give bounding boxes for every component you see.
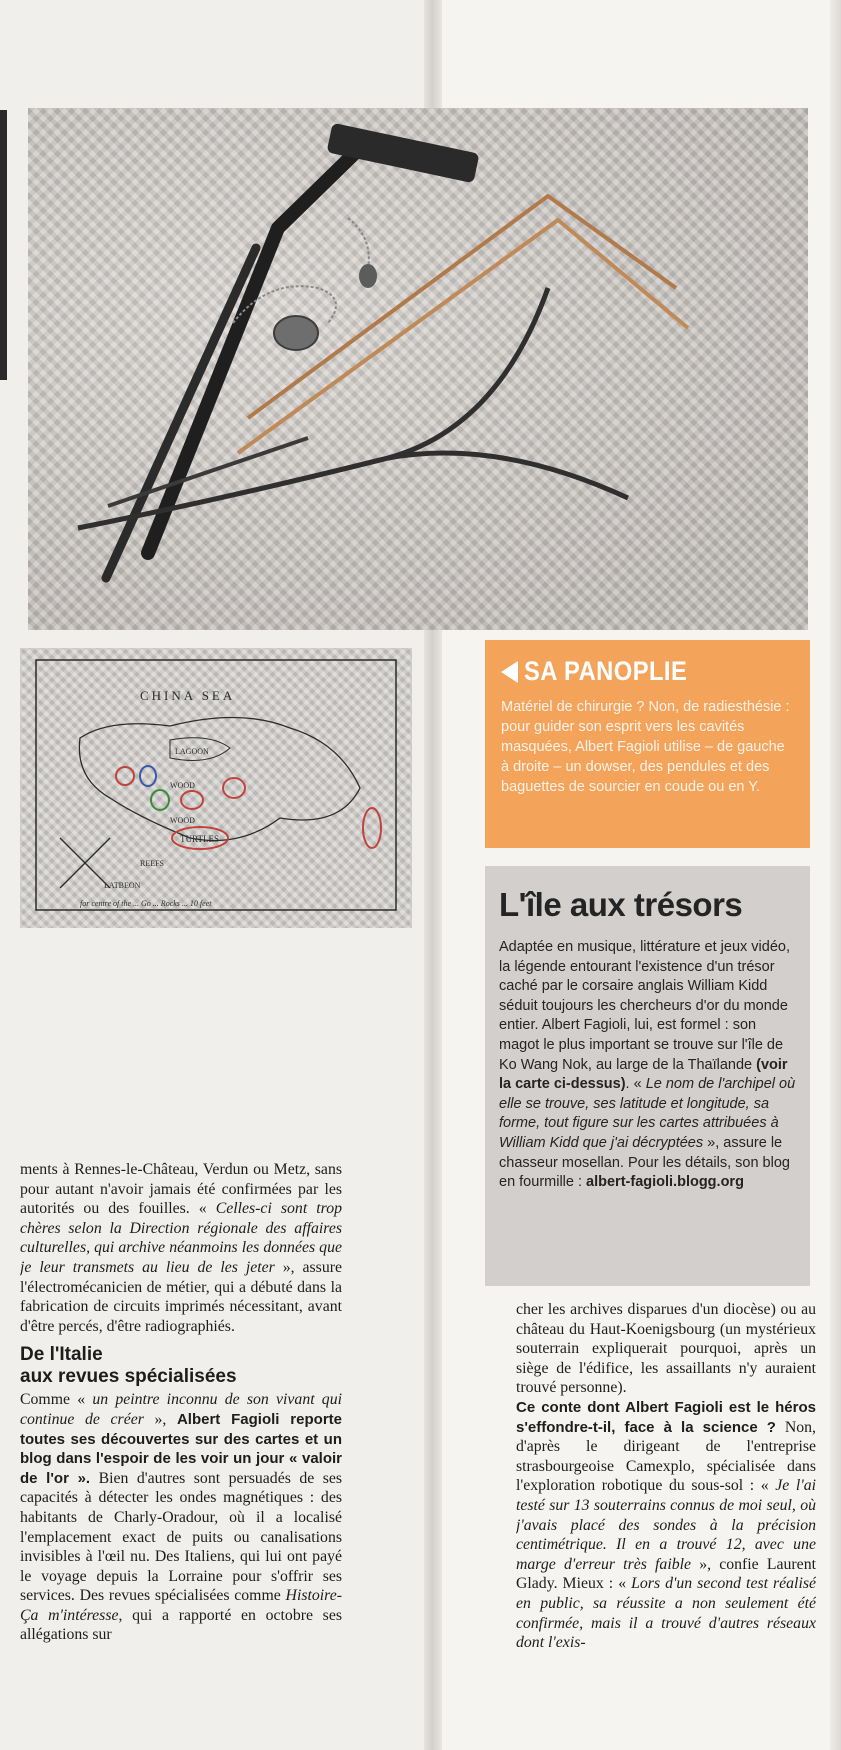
tresors-quote: Le nom de l'archipel où elle se trouve, ses latitude et longitude, sa forme, tout figure sur les cartes attribuées à William Kidd que j'ai décryptées xyxy=(499,1076,796,1151)
treasure-map-drawing xyxy=(20,648,412,928)
pendulum-large xyxy=(274,316,318,350)
tresors-blog-link[interactable]: albert-fagioli.blogg.org xyxy=(586,1174,744,1191)
map-label-lagoon: LAGOON xyxy=(175,747,209,756)
map-circle-red-3 xyxy=(223,778,245,798)
left-arrow-icon xyxy=(501,661,518,683)
y-rod-stem xyxy=(108,438,308,506)
tresors-sidebar-box xyxy=(485,866,810,1286)
map-circle-green xyxy=(151,790,169,810)
dowsing-tools-photo xyxy=(28,108,808,630)
treasure-map xyxy=(20,648,412,928)
dowsing-tools-illustration xyxy=(28,108,808,630)
tresors-text-2: . « xyxy=(625,1076,646,1093)
tresors-text-3: », assure le chasseur mosellan. Pour les détails, son blog en fourmille : xyxy=(499,1134,790,1191)
map-label-wood-2: WOOD xyxy=(170,816,195,825)
map-cross xyxy=(60,838,110,888)
panoplie-header xyxy=(501,656,794,687)
article-paragraph: cher les archives disparues d'un diocèse) ou au château du Haut-Koenigsbourg (un mystérieux souterrain expliquerait pourquoi, après un siège de l'édifice, les assaillants n'y auraient trouvé personne). xyxy=(516,1301,816,1397)
left-page-edge xyxy=(0,110,7,380)
map-circle-red-2 xyxy=(181,791,203,809)
dowser-grip xyxy=(327,123,480,184)
map-label-reefs: REEFS xyxy=(140,859,165,868)
tresors-body xyxy=(499,938,796,1193)
map-label-sea: CHINA SEA xyxy=(140,688,236,703)
map-circle-blue xyxy=(140,766,156,786)
tresors-title: L'île aux trésors xyxy=(499,886,743,923)
article-column-left xyxy=(20,1160,342,1750)
dowser-rod-left xyxy=(106,248,256,578)
panoplie-caption-box xyxy=(485,640,810,848)
tresors-text-1: Adaptée en musique, littérature et jeux vidéo, la légende entourant l'existence d'un trésor caché par le corsaire anglais William Kidd séduit toujours les chercheurs d'or du monde entier. Albert Fagioli, lui, est formel : son magot le plus important se trouve sur l'île de Ko Wang Nok, au large de la Thaïlande xyxy=(499,939,790,1073)
pendulum-chain-small xyxy=(348,218,369,268)
map-label-latbeon: LATBEON xyxy=(104,881,141,890)
pendulum-small xyxy=(359,264,377,288)
article-subheading: De l'Italie aux revues spécialisées xyxy=(20,1344,237,1388)
map-label-bottom: for centre of the ... Go ... Rocks ... 10 feet xyxy=(80,899,212,908)
map-circle-red-1 xyxy=(116,767,134,785)
article-paragraph: Comme « un peintre inconnu de son vivant qui continue de créer », Albert Fagioli reporte toutes ses découvertes sur des cartes et un blog dans l'espoir de les voir un jour « valoir de l'or ». Bien d'autres sont persuadés de ses capacités à détecter les ondes magnétiques : des habitants de Charly-Oradour, où il a localisé l'emplacement exact de puits ou canalisations invisibles à l'œil nu. Des Italiens, qui lui ont payé le voyage depuis la Lorraine pour s'offrir ses services. Des revues spécialisées comme Histoire-Ça m'intéresse, qui a rapporté en octobre ses allégations sur xyxy=(20,1391,342,1644)
article-column-right xyxy=(516,1300,816,1750)
y-rod-branch-2 xyxy=(388,453,628,498)
map-label-turtles: TURTLES xyxy=(180,834,219,844)
map-circle-right xyxy=(363,808,381,848)
article-paragraph: Ce conte dont Albert Fagioli est le héros s'effondre-t-il, face à la science ? Non, d'après le dirigeant de l'entreprise strasbourgeoise Camexplo, spécialisée dans l'exploration robotique du sous-sol : « Je l'ai testé sur 13 souterrains connus de moi seul, où j'avais placé des sondes à la précision centimétrique. Il en a trouvé 12, avec une marge d'erreur très faible », confie Laurent Glady. Mieux : « Lors d'un second test réalisé en public, sa réussite a non seulement été confirmée, mais il a trouvé d'autres réseaux dont l'exis- xyxy=(516,1398,816,1652)
copper-l-rod-1 xyxy=(248,196,676,418)
tresors-map-reference: (voir la carte ci-dessus) xyxy=(499,1056,788,1093)
article-paragraph: ments à Rennes-le-Château, Verdun ou Metz, sans pour autant n'avoir jamais été confirmées par les autorités ou des fouilles. « Celles-ci sont trop chères selon la Direction régionale des affaires culturelles, qui archive néanmoins les données que je leur transmets au lieu de les jeter », assure l'électromécanicien de métier, qui a débuté dans la fabrication de circuits imprimés nécessitant, avant d'être percés, d'être radiographiés. xyxy=(20,1161,342,1335)
map-label-wood-1: WOOD xyxy=(170,781,195,790)
panoplie-body: Matériel de chirurgie ? Non, de radiesthésie : pour guider son esprit vers les cavités masquées, Albert Fagioli utilise – de gauche à droite – un dowser, des pendules et des baguettes de sourcier en coude ou en Y. xyxy=(501,699,790,795)
right-page-edge xyxy=(830,0,841,1750)
panoplie-title: SA PANOPLIE xyxy=(524,656,688,686)
